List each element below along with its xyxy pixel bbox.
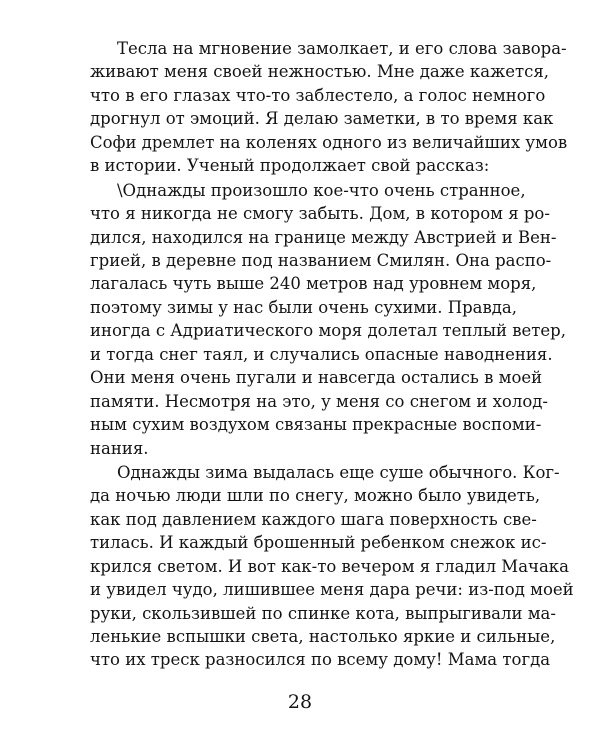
text-line: руки, скользившей по спинке кота, выпрыгивали ма-	[90, 603, 556, 623]
text-line: в истории. Ученый продолжает свой рассказ:	[90, 156, 490, 176]
text-line: как под давлением каждого шага поверхность све-	[90, 509, 537, 529]
text-line: тилась. И каждый брошенный ребенком снежок ис-	[90, 533, 547, 553]
text-line: что я никогда не смогу забыть. Дом, в котором я ро-	[90, 204, 550, 224]
text-line: да ночью люди шли по снегу, можно было увидеть,	[90, 486, 541, 506]
text-line: ленькие вспышки света, настолько яркие и сильные,	[90, 627, 556, 646]
text-line: Они меня очень пугали и навсегда остались в моей	[90, 368, 543, 388]
page-number: 28	[287, 691, 313, 713]
text-line: ным сухим воздухом связаны прекрасные воспоми-	[90, 415, 542, 434]
text-line: лагалась чуть выше 240 метров над уровнем моря,	[90, 274, 537, 294]
text-line: Тесла на мгновение замолкает, и его слова завора-	[117, 39, 567, 58]
text-line: дрогнул от эмоций. Я делаю заметки, в то время как	[90, 109, 554, 129]
text-line: иногда с Адриатического моря долетал теплый ветер,	[90, 321, 566, 341]
text-line: Однажды зима выдалась еще суше обычного. Ког-	[117, 462, 560, 482]
text-line: крился светом. И вот как-то вечером я гладил Мачака	[90, 556, 569, 576]
text-line: дился, находился на границе между Австрией и Вен-	[90, 227, 557, 247]
text-line: и увидел чудо, лишившее меня дара речи: из-под моей	[90, 580, 574, 600]
text-line: живают меня своей нежностью. Мне даже кажется,	[90, 62, 550, 82]
text-line: грией, в деревне под названием Смилян. Она распо-	[90, 251, 552, 270]
text-line: что в его глазах что-то заблестело, а голос немного	[90, 85, 546, 105]
text-line: что их треск разносился по всему дому! Мама тогда	[90, 650, 551, 670]
text-line: памяти. Несмотря на это, у меня со снегом и холод-	[90, 391, 548, 411]
text-line: \Однажды произошло кое-что очень странное,	[117, 180, 526, 200]
text-line: и тогда снег таял, и случались опасные наводнения.	[90, 344, 553, 364]
text-line: нания.	[90, 438, 149, 458]
text-line: поэтому зимы у нас были очень сухими. Правда,	[90, 297, 518, 317]
text-line: Софи дремлет на коленях одного из величайших умов	[90, 132, 568, 152]
